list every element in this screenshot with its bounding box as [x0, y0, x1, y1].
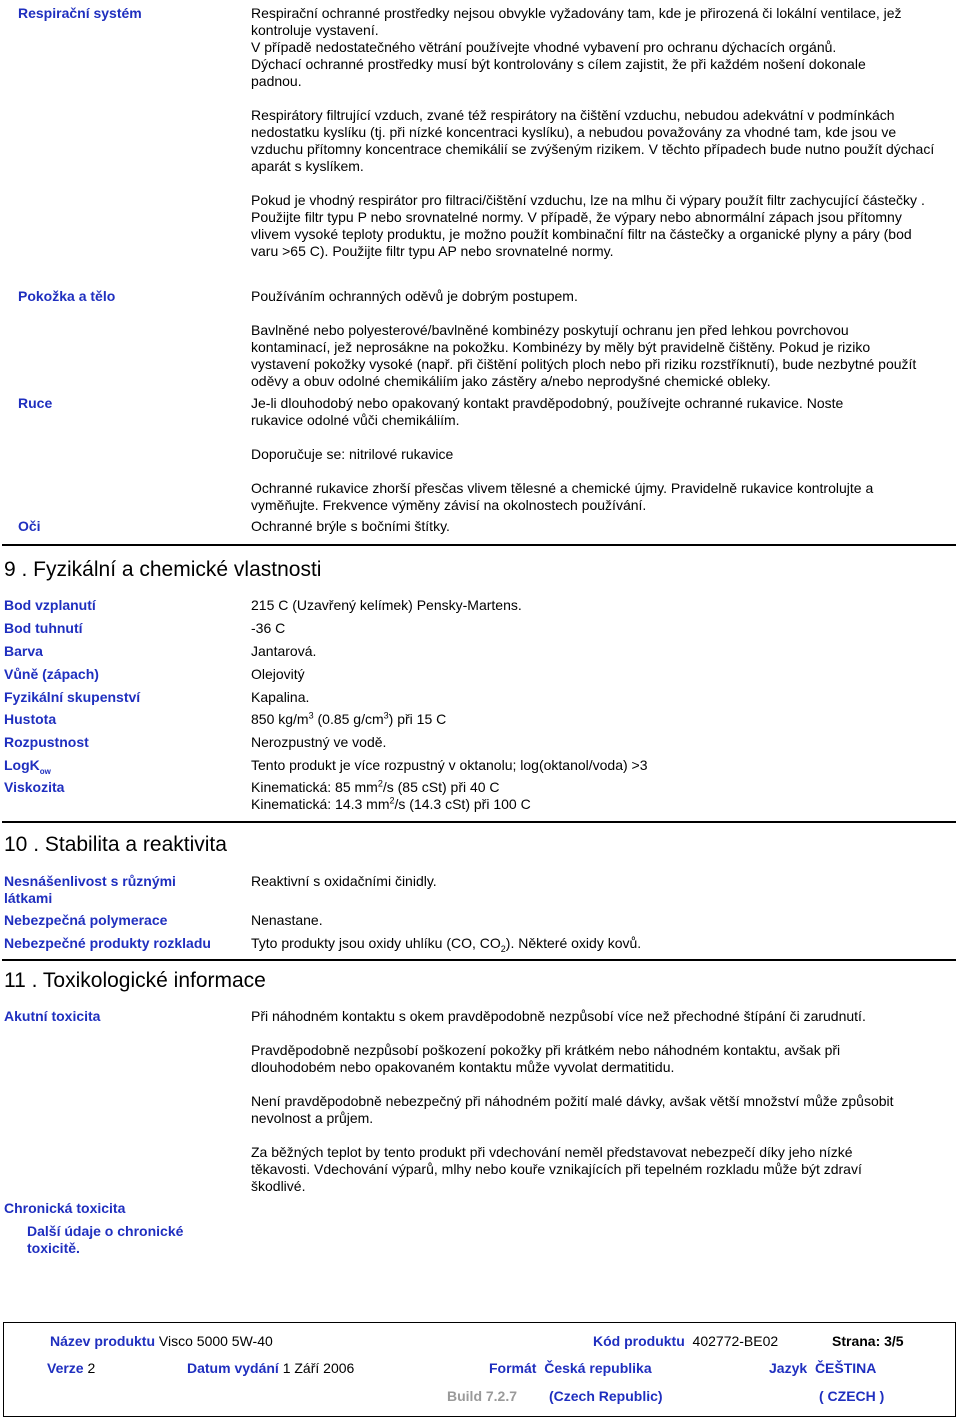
section-9-heading: 9 . Fyzikální a chemické vlastnosti: [4, 558, 322, 581]
pokozka-p2: Bavlněné nebo polyesterové/bavlněné kombinézy poskytují ochranu jen před lehkou povrchovou kontaminací, jež neprosákne na pokožku. Kombinézy by měly být pravidelně čištěny. Pokud je riziko vystavení pokožky vysoké (např. při čištění politých ploch nebo při riziku rozstříknutí), bude nezbytné použít oděvy a obuv odolné chemikáliím jako zástěry a/nebo neprodyšné chemické obleky.: [251, 322, 917, 389]
footer-product-name: Název produktu Visco 5000 5W-40: [50, 1333, 273, 1349]
label-hustota: Hustota: [4, 711, 57, 727]
label-fyzikalni-skupenstvi: Fyzikální skupenství: [4, 689, 141, 705]
label-produkty-rozkladu: Nebezpečné produkty rozkladu: [4, 935, 211, 951]
footer-page: Strana: 3/5: [832, 1333, 904, 1349]
value-produkty-rozkladu: Tyto produkty jsou oxidy uhlíku (CO, $CO_2$). Některé oxidy kovů.: [251, 935, 642, 954]
label-ruce: Ruce: [18, 395, 53, 411]
ruce-p1: Je-li dlouhodobý nebo opakovaný kontakt pravděpodobný, používejte ochranné rukavice. Noste rukavice odolné vůči chemikáliím.: [251, 395, 844, 428]
footer-product-code: Kód produktu 402772-BE02: [593, 1333, 779, 1349]
value-bod-tuhnuti: -36 C: [251, 620, 286, 636]
respiracni-p3: Dýchací ochranné prostředky musí být kontrolovány s cílem zajistit, že při každém nošení dokonale padnou.: [251, 56, 866, 89]
section-11-heading: 11 . Toxikologické informace: [4, 969, 266, 992]
ruce-p2: Doporučuje se: nitrilové rukavice: [251, 446, 454, 462]
value-vune: Olejovitý: [251, 666, 305, 682]
label-rozpustnost: Rozpustnost: [4, 734, 89, 750]
footer-language: Jazyk ČEŠTINA: [769, 1360, 877, 1376]
akutni-p3: Není pravděpodobně nebezpečný při náhodném požití malé dávky, avšak větší množství může způsobit nevolnost a průjem.: [251, 1093, 894, 1126]
oci-text: Ochranné brýle s bočními štítky.: [251, 518, 450, 534]
footer-language-en: ( CZECH ): [819, 1388, 885, 1404]
pokozka-p1: Používáním ochranných oděvů je dobrým postupem.: [251, 288, 578, 304]
value-logkow: Tento produkt je více rozpustný v oktanolu; log(oktanol/voda) >3: [251, 757, 648, 773]
label-bod-tuhnuti: Bod tuhnutí: [4, 620, 83, 636]
label-dalsi-udaje: Další údaje o chronické toxicitě.: [27, 1223, 184, 1256]
section-divider: [2, 821, 956, 823]
respiracni-p4: Respirátory filtrující vzduch, zvané též respirátory na čištění vzduchu, nebudou adekvátní v podmínkách nedostatku kyslíku (tj. při nízké koncentraci kyslíku), a nebudou považovány za vhodné tam, kde jsou ve vzduchu přítomny koncentrace chemikálií se zvýšeným rizikem. V těchto případech bude nutno použít dýchací aparát s kyslíkem.: [251, 107, 935, 174]
label-oci: Oči: [18, 518, 41, 534]
label-respiracni-system: Respirační systém: [18, 5, 142, 21]
label-pokozka-a-telo: Pokožka a tělo: [18, 288, 116, 304]
respiracni-p2: V případě nedostatečného větrání používejte vhodné vybavení pro ochranu dýchacích orgánů.: [251, 39, 837, 55]
footer-country-en: (Czech Republic): [549, 1388, 663, 1404]
label-bod-vzplanuti: Bod vzplanutí: [4, 597, 96, 613]
value-nesnasenlivost: Reaktivní s oxidačními činidly.: [251, 873, 437, 889]
label-chronicka-toxicita: Chronická toxicita: [4, 1200, 126, 1216]
value-viskozita-40: Kinematická: 85 $mm^2/s$ (85 cSt) při 40 C: [251, 778, 500, 795]
section-divider: [2, 544, 956, 546]
label-barva: Barva: [4, 643, 43, 659]
footer-build: Build 7.2.7: [447, 1388, 518, 1404]
value-rozpustnost: Nerozpustný ve vodě.: [251, 734, 387, 750]
label-akutni-toxicita: Akutní toxicita: [4, 1008, 101, 1024]
footer-issue-date: Datum vydání 1 Září 2006: [187, 1360, 355, 1376]
section-divider: [2, 959, 956, 961]
label-logkow: LogK$_{ow}$: [4, 757, 51, 776]
respiracni-p5: Pokud je vhodný respirátor pro filtraci/čištění vzduchu, lze na mlhu či výpary použít filtr zachycující částečky . Použijte filtr typu P nebo srovnatelné normy. V případě, že výpary nebo abnormální zápach jsou přítomny vlivem vysoké teploty produktu, je možno použít kombinační filtr na částečky a organické plyny a páry (bod varu >65 C). Použijte filtr typu AP nebo srovnatelné normy.: [251, 192, 925, 259]
label-viskozita: Viskozita: [4, 779, 65, 795]
footer-version: Verze 2: [47, 1360, 96, 1376]
value-viskozita-100: Kinematická: 14.3 $mm^2/s$ (14.3 cSt) při 100 C: [251, 795, 531, 812]
section-10-heading: 10 . Stabilita a reaktivita: [4, 833, 227, 856]
value-barva: Jantarová.: [251, 643, 317, 659]
ruce-p3: Ochranné rukavice zhorší přesčas vlivem tělesné a chemické újmy. Pravidelně rukavice kontrolujte a vyměňujte. Frekvence výměny závisí na okolnostech používání.: [251, 480, 874, 513]
akutni-p4: Za běžných teplot by tento produkt při vdechování neměl představovat nebezpečí díky jeho nízké těkavosti. Vdechování výparů, mlhy nebo kouře vznikajících při tepelném rozkladu může být zdraví škodlivé.: [251, 1144, 862, 1194]
value-fyzikalni-skupenstvi: Kapalina.: [251, 689, 310, 705]
label-nesnasenlivost: Nesnášenlivost s různými látkami: [4, 873, 176, 906]
footer-format: Formát Česká republika: [489, 1360, 652, 1376]
value-hustota: 850 $kg/m^3$ (0.85 $g/cm^3$) při 15 C: [251, 710, 447, 727]
label-nebezpecna-polymerace: Nebezpečná polymerace: [4, 912, 168, 928]
akutni-p2: Pravděpodobně nezpůsobí poškození pokožky při krátkém nebo náhodném kontaktu, avšak při dlouhodobém nebo opakovaném kontaktu může vyvolat dermatitidu.: [251, 1042, 841, 1075]
label-vune: Vůně (zápach): [4, 666, 99, 682]
value-bod-vzplanuti: 215 C (Uzavřený kelímek) Pensky-Martens.: [251, 597, 522, 613]
value-nebezpecna-polymerace: Nenastane.: [251, 912, 323, 928]
akutni-p1: Při náhodném kontaktu s okem pravděpodobně nezpůsobí více než přechodné štípání či zarudnutí.: [251, 1008, 866, 1024]
respiracni-p1: Respirační ochranné prostředky nejsou obvykle vyžadovány tam, kde je přirozená či lokální ventilace, jež kontroluje vystavení.: [251, 5, 902, 38]
